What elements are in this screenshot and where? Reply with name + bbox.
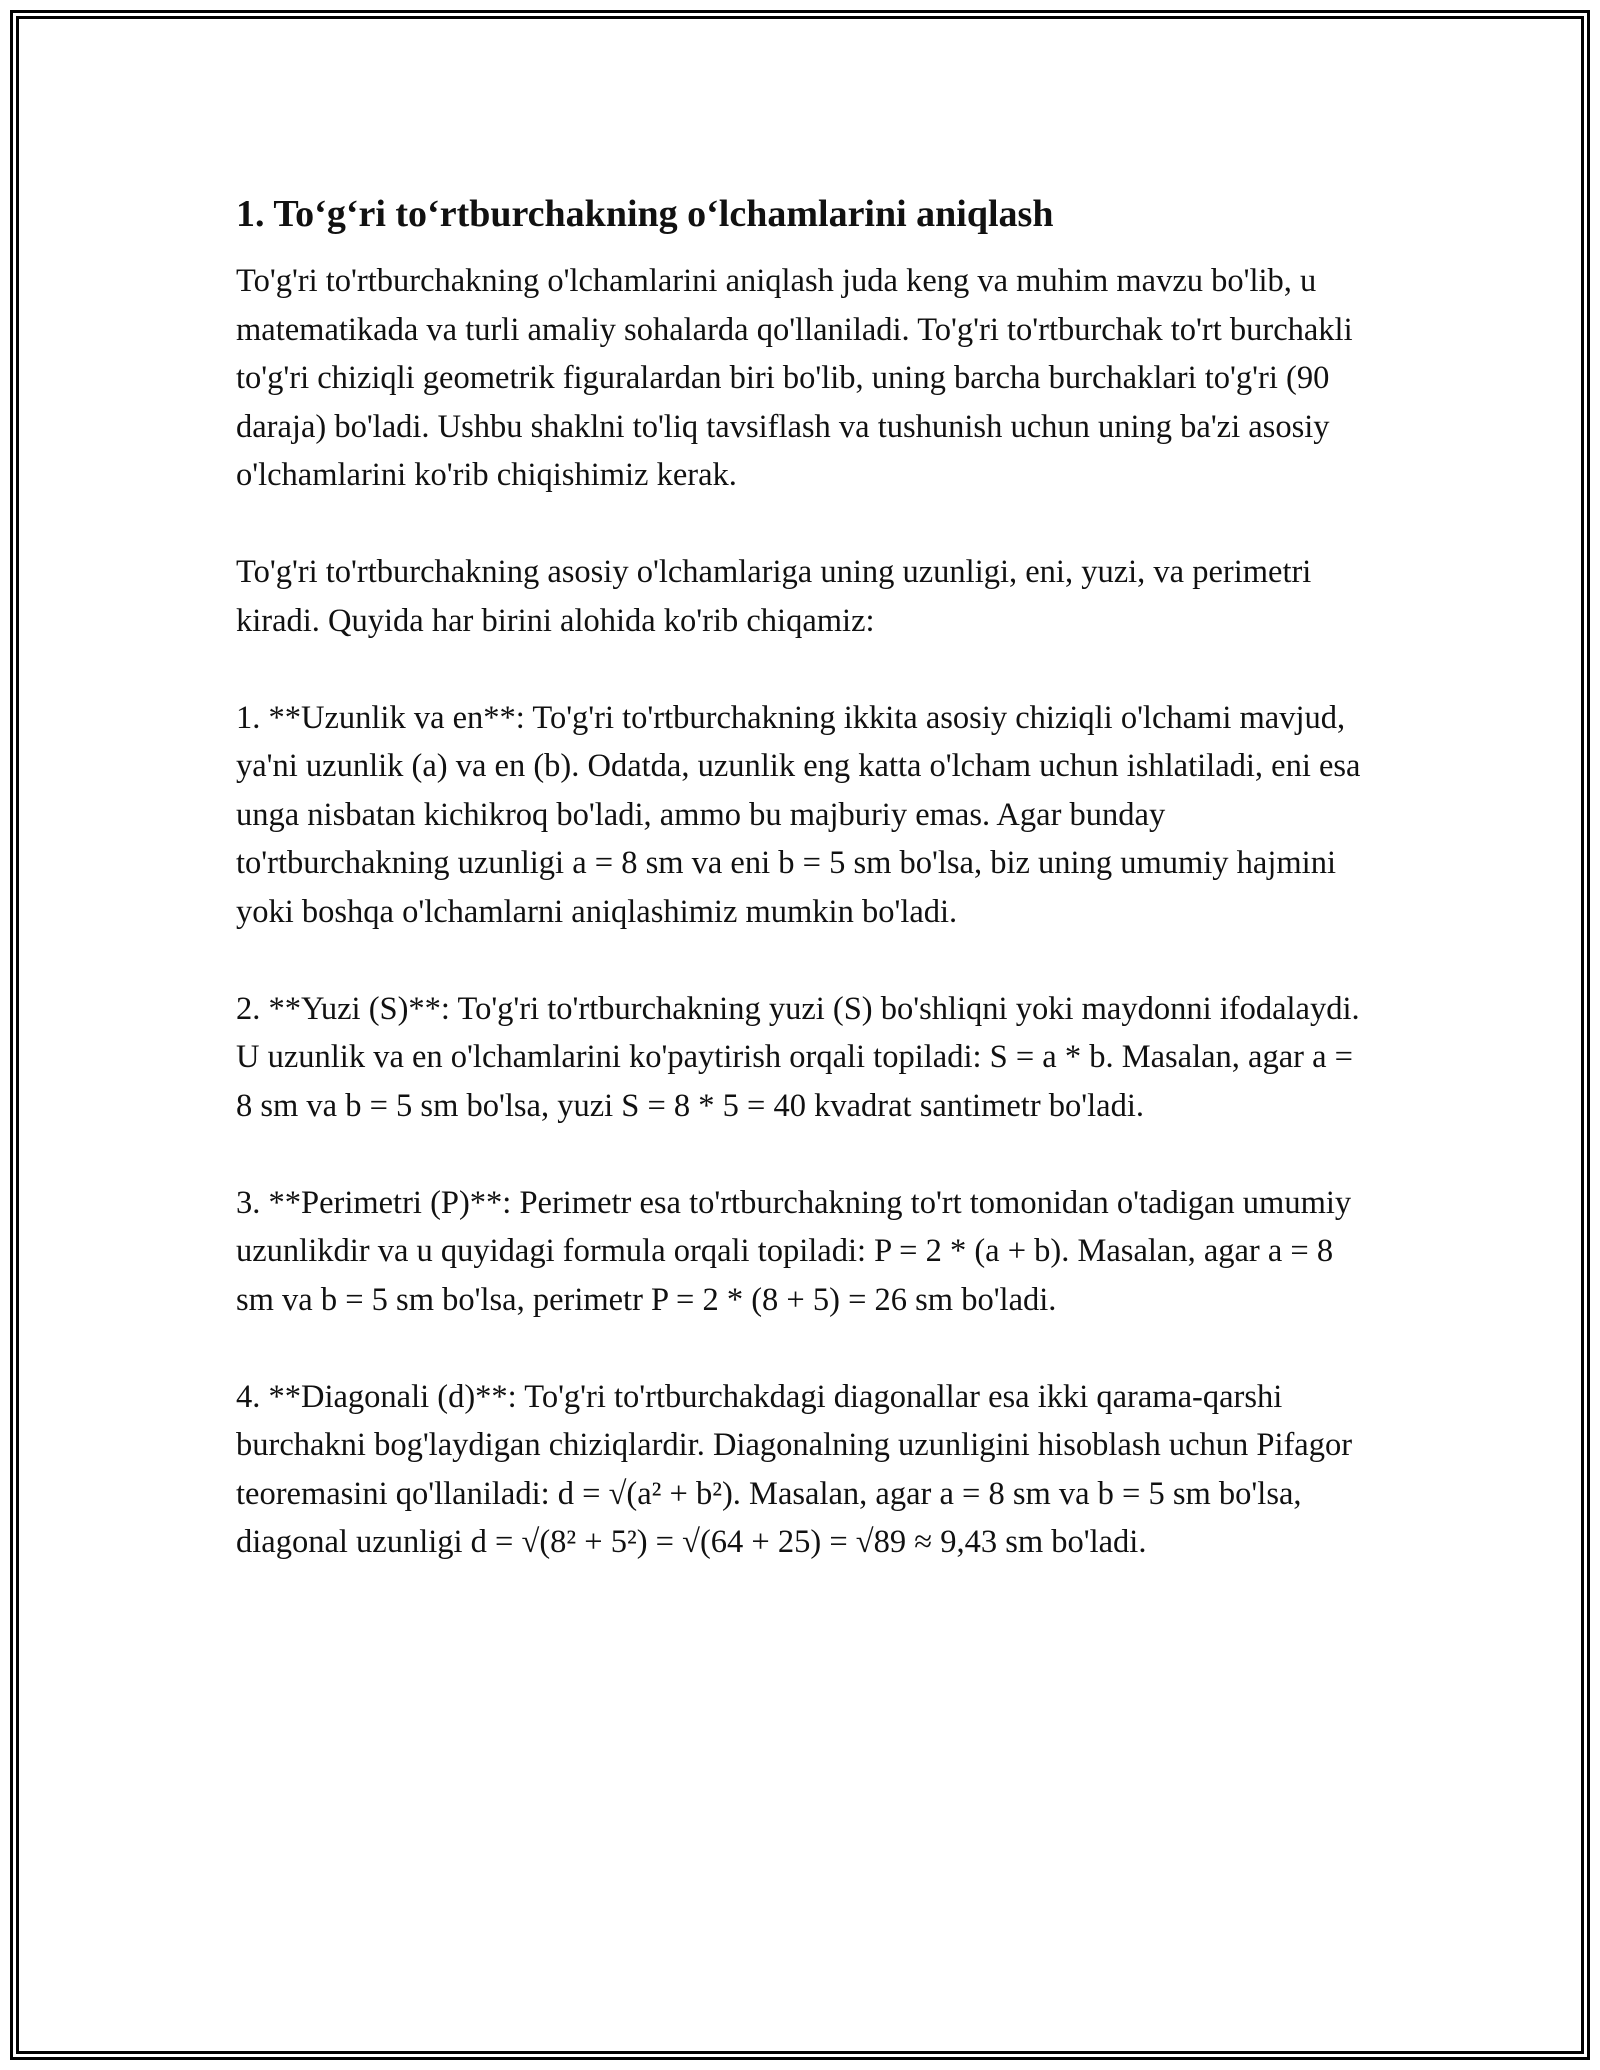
length-width-paragraph: 1. **Uzunlik va en**: To'g'ri to'rtburchakning ikkita asosiy chiziqli o'lchami mavjud, ya'ni uzunlik (a) va en (b). Odatda, uzunlik eng katta o'lcham uchun ishlatiladi, eni esa unga nisbatan kichikroq bo'ladi, ammo bu majburiy emas. Agar bunday to'rtburchakning uzunligi a = 8 sm va eni b = 5 sm bo'lsa, biz uning umumiy hajmini yoki boshqa o'lchamlarni aniqlashimiz mumkin bo'ladi. — [236, 699, 1361, 930]
intro-paragraph: To'g'ri to'rtburchakning o'lchamlarini aniqlash juda keng va muhim mavzu bo'lib, u matematikada va turli amaliy sohalarda qo'llaniladi. To'g'ri to'rtburchak to'rt burchakli to'g'ri chiziqli geometrik figuralardan biri bo'lib, uning barcha burchaklari to'g'ri (90 daraja) bo'ladi. Ushbu shaklni to'liq tavsiflash va tushunish uchun uning ba'zi asosiy o'lchamlarini ko'rib chiqishimiz kerak. — [236, 263, 1353, 493]
overview-paragraph: To'g'ri to'rtburchakning asosiy o'lchamlariga uning uzunligi, eni, yuzi, va perimetri kiradi. Quyida har birini alohida ko'rib chiqamiz: — [236, 554, 1312, 639]
document-body — [236, 185, 1376, 1615]
diagonal-paragraph: 4. **Diagonali (d)**: To'g'ri to'rtburchakdagi diagonallar esa ikki qarama-qarshi burchakni bog'laydigan chiziqlardir. Diagonalning uzunligini hisoblash uchun Pifagor teoremasini qo'llaniladi: d = √(a² + b²). Masalan, agar a = 8 sm va b = 5 sm bo'lsa, diagonal uzunligi d = √(8² + 5²) = √(64 + 25) = √89 ≈ 9,43 sm bo'ladi. — [236, 1378, 1353, 1560]
area-paragraph: 2. **Yuzi (S)**: To'g'ri to'rtburchakning yuzi (S) bo'shliqni yoki maydonni ifodalaydi. U uzunlik va en o'lchamlarini ko'paytirish orqali topiladi: S = a * b. Masalan, agar a = 8 sm va b = 5 sm bo'lsa, yuzi S = 8 * 5 = 40 kvadrat santimetr bo'ladi. — [236, 990, 1360, 1124]
document-title: 1. To‘g‘ri to‘rtburchakning o‘lchamlarini aniqlash — [236, 193, 1054, 235]
perimeter-paragraph: 3. **Perimetri (P)**: Perimetr esa to'rtburchakning to'rt tomonidan o'tadigan umumiy uzunlikdir va u quyidagi formula orqali topiladi: P = 2 * (a + b). Masalan, agar a = 8 sm va b = 5 sm bo'lsa, perimetr P = 2 * (8 + 5) = 26 sm bo'ladi. — [236, 1184, 1352, 1318]
